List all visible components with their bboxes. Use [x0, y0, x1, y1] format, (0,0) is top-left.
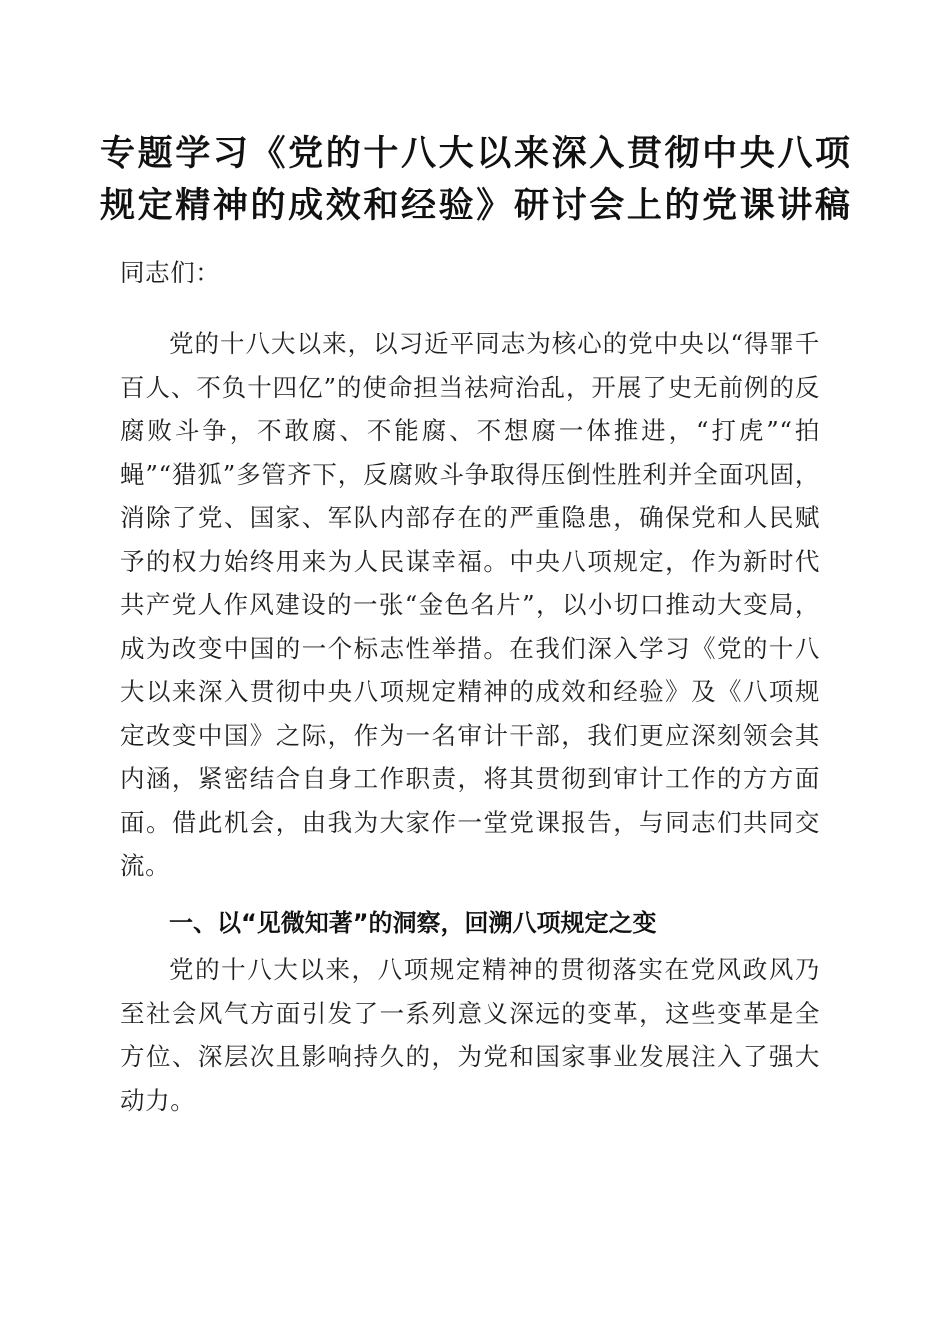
- section-heading-1: 一、以“见微知著”的洞察，回溯八项规定之变: [169, 909, 657, 937]
- salutation: 同志们：: [120, 258, 221, 287]
- title-line-2: 规定精神的成效和经验》研讨会上的党课讲稿: [100, 185, 850, 226]
- body-paragraph-2: 党的十八大以来，八项规定精神的贯彻落实在党风政风乃至社会风气方面引发了一系列意义深远的变革，这些变革是全方位、深层次且影响持久的，为党和国家事业发展注入了强大动力。: [120, 955, 820, 1115]
- body-paragraph-1: 党的十八大以来，以习近平同志为核心的党中央以“得罪千百人、不负十四亿”的使命担当祛疴治乱，开展了史无前例的反腐败斗争，不敢腐、不能腐、不想腐一体推进，“打虎”“拍蝇”“猎狐”多管齐下，反腐败斗争取得压倒性胜利并全面巩固，消除了党、国家、军队内部存在的严重隐患，确保党和人民赋予的权力始终用来为人民谋幸福。中央八项规定，作为新时代共产党人作风建设的一张“金色名片”，以小切口推动大变局，成为改变中国的一个标志性举措。在我们深入学习《党的十八大以来深入贯彻中央八项规定精神的成效和经验》及《八项规定改变中国》之际，作为一名审计干部，我们更应深刻领会其内涵，紧密结合自身工作职责，将其贯彻到审计工作的方方面面。借此机会，由我为大家作一堂党课报告，与同志们共同交流。: [120, 329, 820, 880]
- title-line-1: 专题学习《党的十八大以来深入贯彻中央八项: [100, 133, 850, 174]
- document-title: [100, 128, 850, 232]
